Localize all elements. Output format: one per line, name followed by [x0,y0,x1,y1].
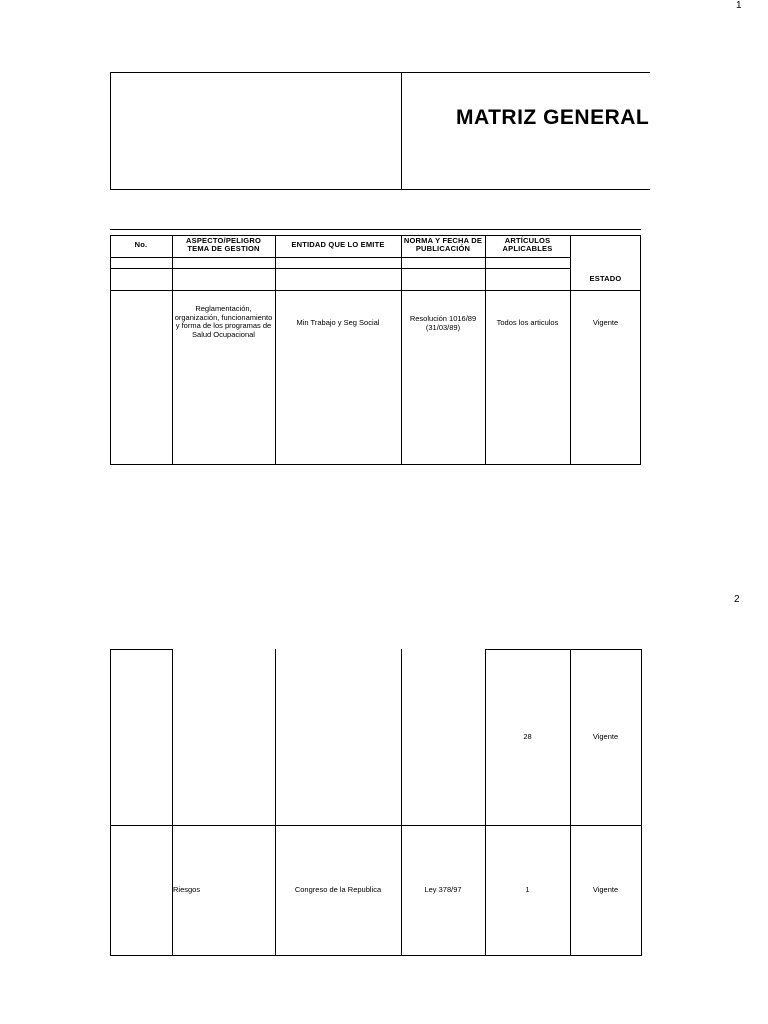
p2-row1-articulos: 28 [523,732,532,741]
row1-estado: Vigente [592,318,619,327]
p2-row2-estado: Vigente [592,885,619,894]
matrix-table [110,235,641,465]
col-header-entidad: ENTIDAD QUE LO EMITE [291,240,385,249]
col-header-estado: ESTADO [589,274,622,283]
table2-bottom [110,955,641,956]
p2-row2-aspecto: Riesgos [173,885,201,894]
header-box [110,72,650,190]
p2-row2-norma: Ley 378/97 [424,885,462,894]
p2-row2-entidad: Congreso de la Republica [294,885,382,894]
col-header-no: No. [134,240,148,249]
separator-line [110,229,641,230]
table2-row-divider [110,825,641,826]
table2-top-left [110,649,172,650]
header-divider [401,72,402,190]
page-number: 1 [736,0,742,11]
table2-top-right [485,649,641,650]
p2-row1-estado: Vigente [592,732,619,741]
row1-aspecto: Reglamentación, organización, funcionamiento y forma de los programas de Salud Ocupacional [174,304,273,339]
row1-entidad: Min Trabajo y Seg Social [296,318,380,327]
col-header-aspecto: ASPECTO/PELIGRO TEMA DE GESTION [186,236,261,253]
p2-row2-articulos: 1 [525,885,530,894]
document-title: MATRIZ GENERAL [456,106,650,129]
row1-articulos: Todos los articulos [496,318,559,327]
row1-norma: Resolución 1016/89 (31/03/89) [409,314,477,332]
col-header-norma: NORMA Y FECHA DE PUBLICACIÓN [403,236,483,253]
col-header-articulos: ARTÍCULOS APLICABLES [502,236,553,253]
page-number-2: 2 [734,594,740,605]
